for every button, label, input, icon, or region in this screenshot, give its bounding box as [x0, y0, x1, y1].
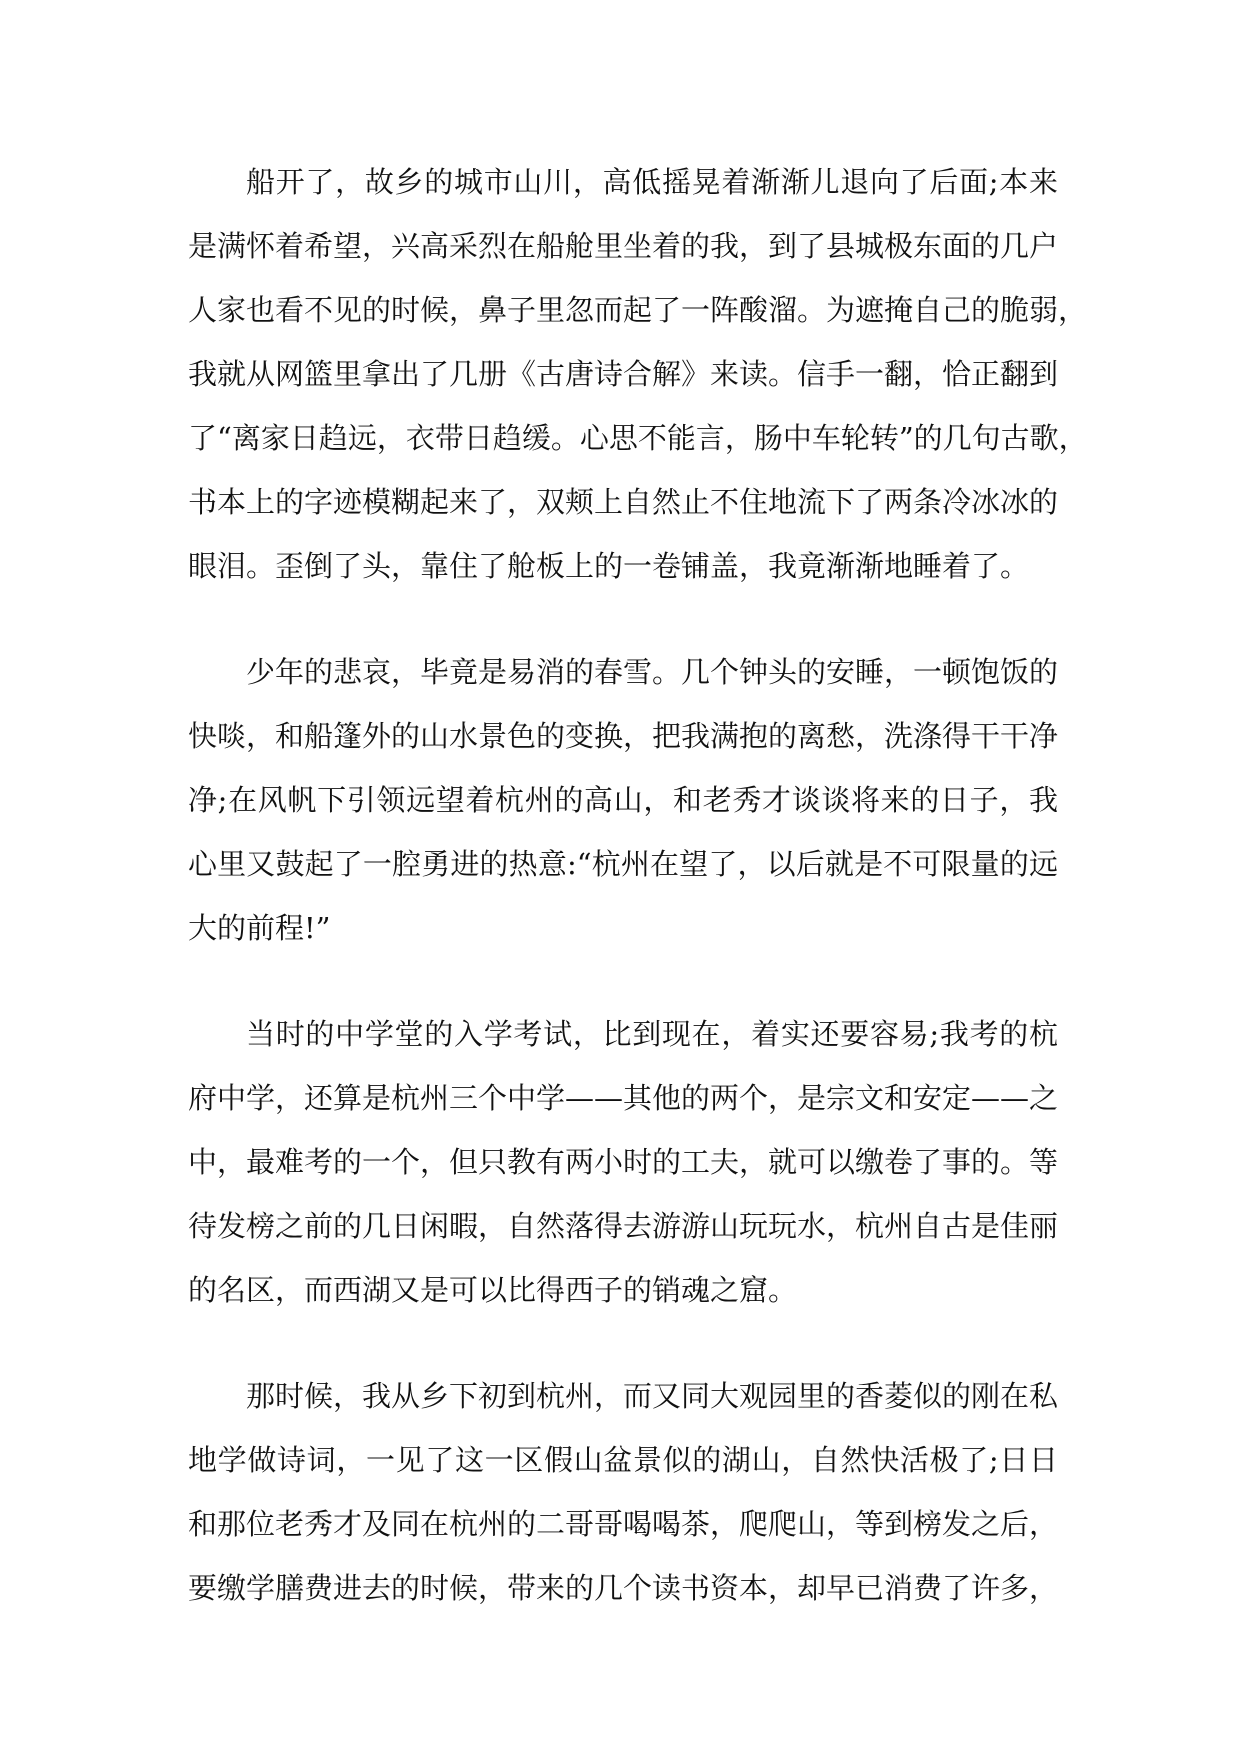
text-line: 净;在风帆下引领远望着杭州的高山，和老秀才谈谈将来的日子，我	[188, 783, 1058, 817]
text-line: 了“离家日趋远，衣带日趋缓。心思不能言，肠中车轮转”的几句古歌，	[188, 421, 1088, 455]
text-line: 那时候，我从乡下初到杭州，而又同大观园里的香菱似的刚在私	[246, 1379, 1059, 1413]
text-line: 船开了，故乡的城市山川，高低摇晃着渐渐儿退向了后面;本来	[246, 165, 1058, 199]
paragraph-4	[188, 1364, 1058, 1620]
text-line: 府中学，还算是杭州三个中学——其他的两个，是宗文和安定——之	[188, 1081, 1059, 1115]
text-line: 中，最难考的一个，但只教有两小时的工夫，就可以缴卷了事的。等	[188, 1145, 1059, 1179]
text-line: 是满怀着希望，兴高采烈在船舱里坐着的我，到了县城极东面的几户	[188, 229, 1059, 263]
paragraph-2	[188, 640, 1058, 960]
text-line: 大的前程!”	[188, 911, 331, 945]
text-line: 的名区，而西湖又是可以比得西子的销魂之窟。	[188, 1273, 798, 1307]
text-line: 当时的中学堂的入学考试，比到现在，着实还要容易;我考的杭	[246, 1017, 1058, 1051]
text-line: 少年的悲哀，毕竟是易消的春雪。几个钟头的安睡，一顿饱饭的	[246, 655, 1059, 689]
text-line: 地学做诗词，一见了这一区假山盆景似的湖山，自然快活极了;日日	[188, 1443, 1058, 1477]
text-line: 快啖，和船篷外的山水景色的变换，把我满抱的离愁，洗涤得干干净	[188, 719, 1059, 753]
document-body	[188, 150, 1088, 1662]
text-line: 眼泪。歪倒了头，靠住了舱板上的一卷铺盖，我竟渐渐地睡着了。	[188, 549, 1030, 583]
text-line: 人家也看不见的时候，鼻子里忽而起了一阵酸溜。为遮掩自己的脆弱，	[188, 293, 1088, 327]
text-line: 要缴学膳费进去的时候，带来的几个读书资本，却早已消费了许多，	[188, 1571, 1059, 1605]
text-line: 我就从网篮里拿出了几册《古唐诗合解》来读。信手一翻，恰正翻到	[188, 357, 1059, 391]
paragraph-1	[188, 150, 1088, 598]
text-line: 待发榜之前的几日闲暇，自然落得去游游山玩玩水，杭州自古是佳丽	[188, 1209, 1059, 1243]
text-line: 心里又鼓起了一腔勇进的热意:“杭州在望了，以后就是不可限量的远	[188, 847, 1058, 881]
text-line: 书本上的字迹模糊起来了，双颊上自然止不住地流下了两条冷冰冰的	[188, 485, 1059, 519]
text-line: 和那位老秀才及同在杭州的二哥哥喝喝茶，爬爬山，等到榜发之后，	[188, 1507, 1059, 1541]
paragraph-3	[188, 1002, 1058, 1322]
